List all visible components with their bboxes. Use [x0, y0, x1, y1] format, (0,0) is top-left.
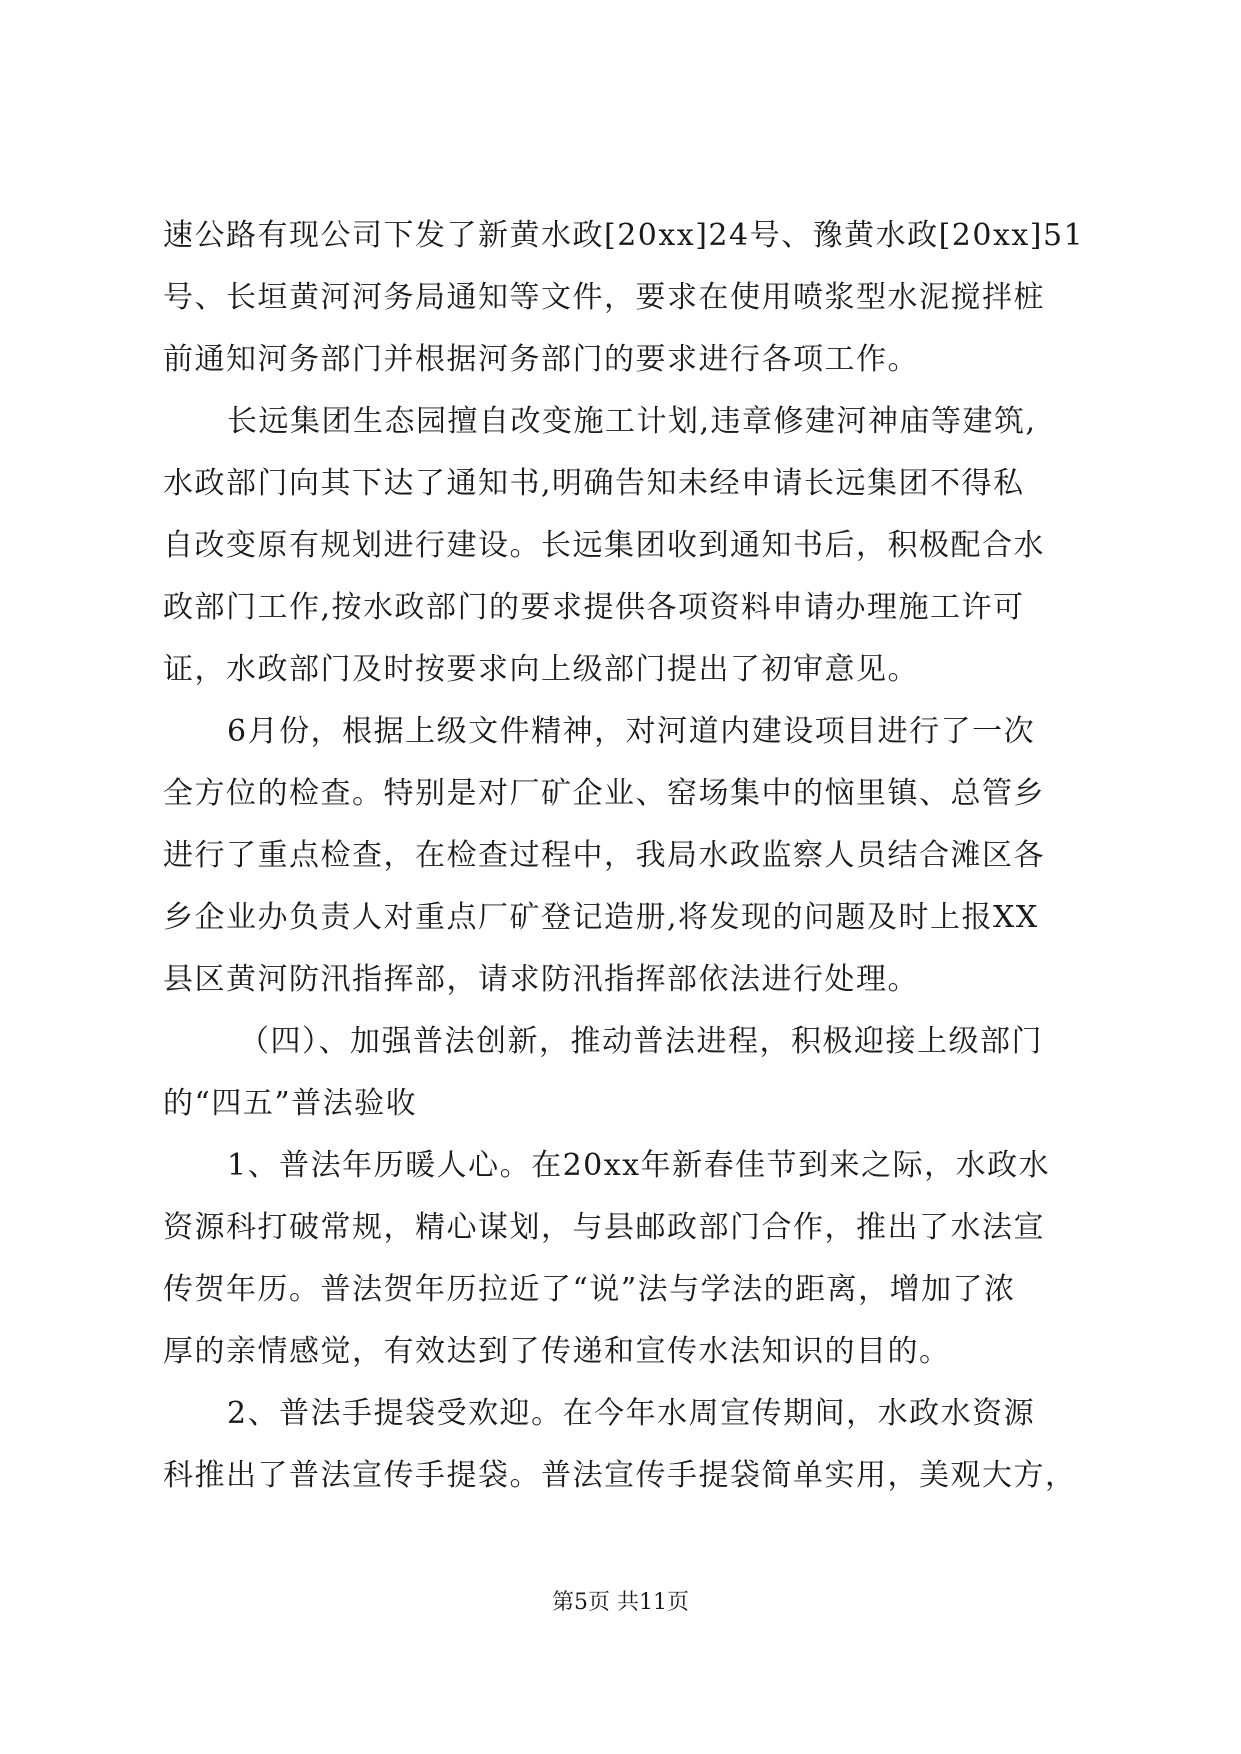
paragraph-line: 县区黄河防汛指挥部，请求防汛指挥部依法进行处理。	[163, 962, 919, 997]
paragraph-line: 资源科打破常规，精心谋划，与县邮政部门合作，推出了水法宣	[163, 1210, 1045, 1245]
paragraph-line: 全方位的检查。特别是对厂矿企业、窑场集中的恼里镇、总管乡	[163, 776, 1045, 811]
paragraph-line: 科推出了普法宣传手提袋。普法宣传手提袋简单实用，美观大方，	[163, 1458, 1077, 1493]
paragraph-line: 速公路有现公司下发了新黄水政[20xx]24号、豫黄水政[20xx]51	[163, 218, 1085, 253]
document-body	[163, 205, 1083, 1507]
section-heading-line: 的“四五”普法验收	[163, 1086, 418, 1121]
paragraph-line: 乡企业办负责人对重点厂矿登记造册,将发现的问题及时上报XX	[163, 900, 1039, 935]
paragraph-line: 前通知河务部门并根据河务部门的要求进行各项工作。	[163, 342, 919, 377]
paragraph-line: 进行了重点检查，在检查过程中，我局水政监察人员结合滩区各	[163, 838, 1045, 873]
paragraph-line: 6月份，根据上级文件精神，对河道内建设项目进行了一次	[227, 714, 1036, 749]
page-number-footer: 第5页 共11页	[552, 1590, 689, 1615]
paragraph-line: 水政部门向其下达了通知书,明确告知未经申请长远集团不得私	[163, 466, 1025, 501]
paragraph-line: 传贺年历。普法贺年历拉近了“说”法与学法的距离，增加了浓	[163, 1272, 1016, 1307]
paragraph-line: 厚的亲情感觉，有效达到了传递和宣传水法知识的目的。	[163, 1334, 951, 1369]
paragraph-line: 2、普法手提袋受欢迎。在今年水周宣传期间，水政水资源	[227, 1396, 1036, 1431]
paragraph-line: 1、普法年历暖人心。在20xx年新春佳节到来之际，水政水	[227, 1148, 1051, 1183]
paragraph-line: 长远集团生态园擅自改变施工计划,违章修建河神庙等建筑,	[227, 404, 1037, 439]
paragraph-line: 自改变原有规划进行建设。长远集团收到通知书后，积极配合水	[163, 528, 1045, 563]
paragraph-line: 号、长垣黄河河务局通知等文件，要求在使用喷浆型水泥搅拌桩	[163, 280, 1045, 315]
section-heading-line: （四）、加强普法创新，推动普法进程，积极迎接上级部门	[239, 1024, 1043, 1059]
paragraph-line: 政部门工作,按水政部门的要求提供各项资料申请办理施工许可	[163, 590, 1025, 625]
paragraph-line: 证，水政部门及时按要求向上级部门提出了初审意见。	[163, 652, 919, 687]
